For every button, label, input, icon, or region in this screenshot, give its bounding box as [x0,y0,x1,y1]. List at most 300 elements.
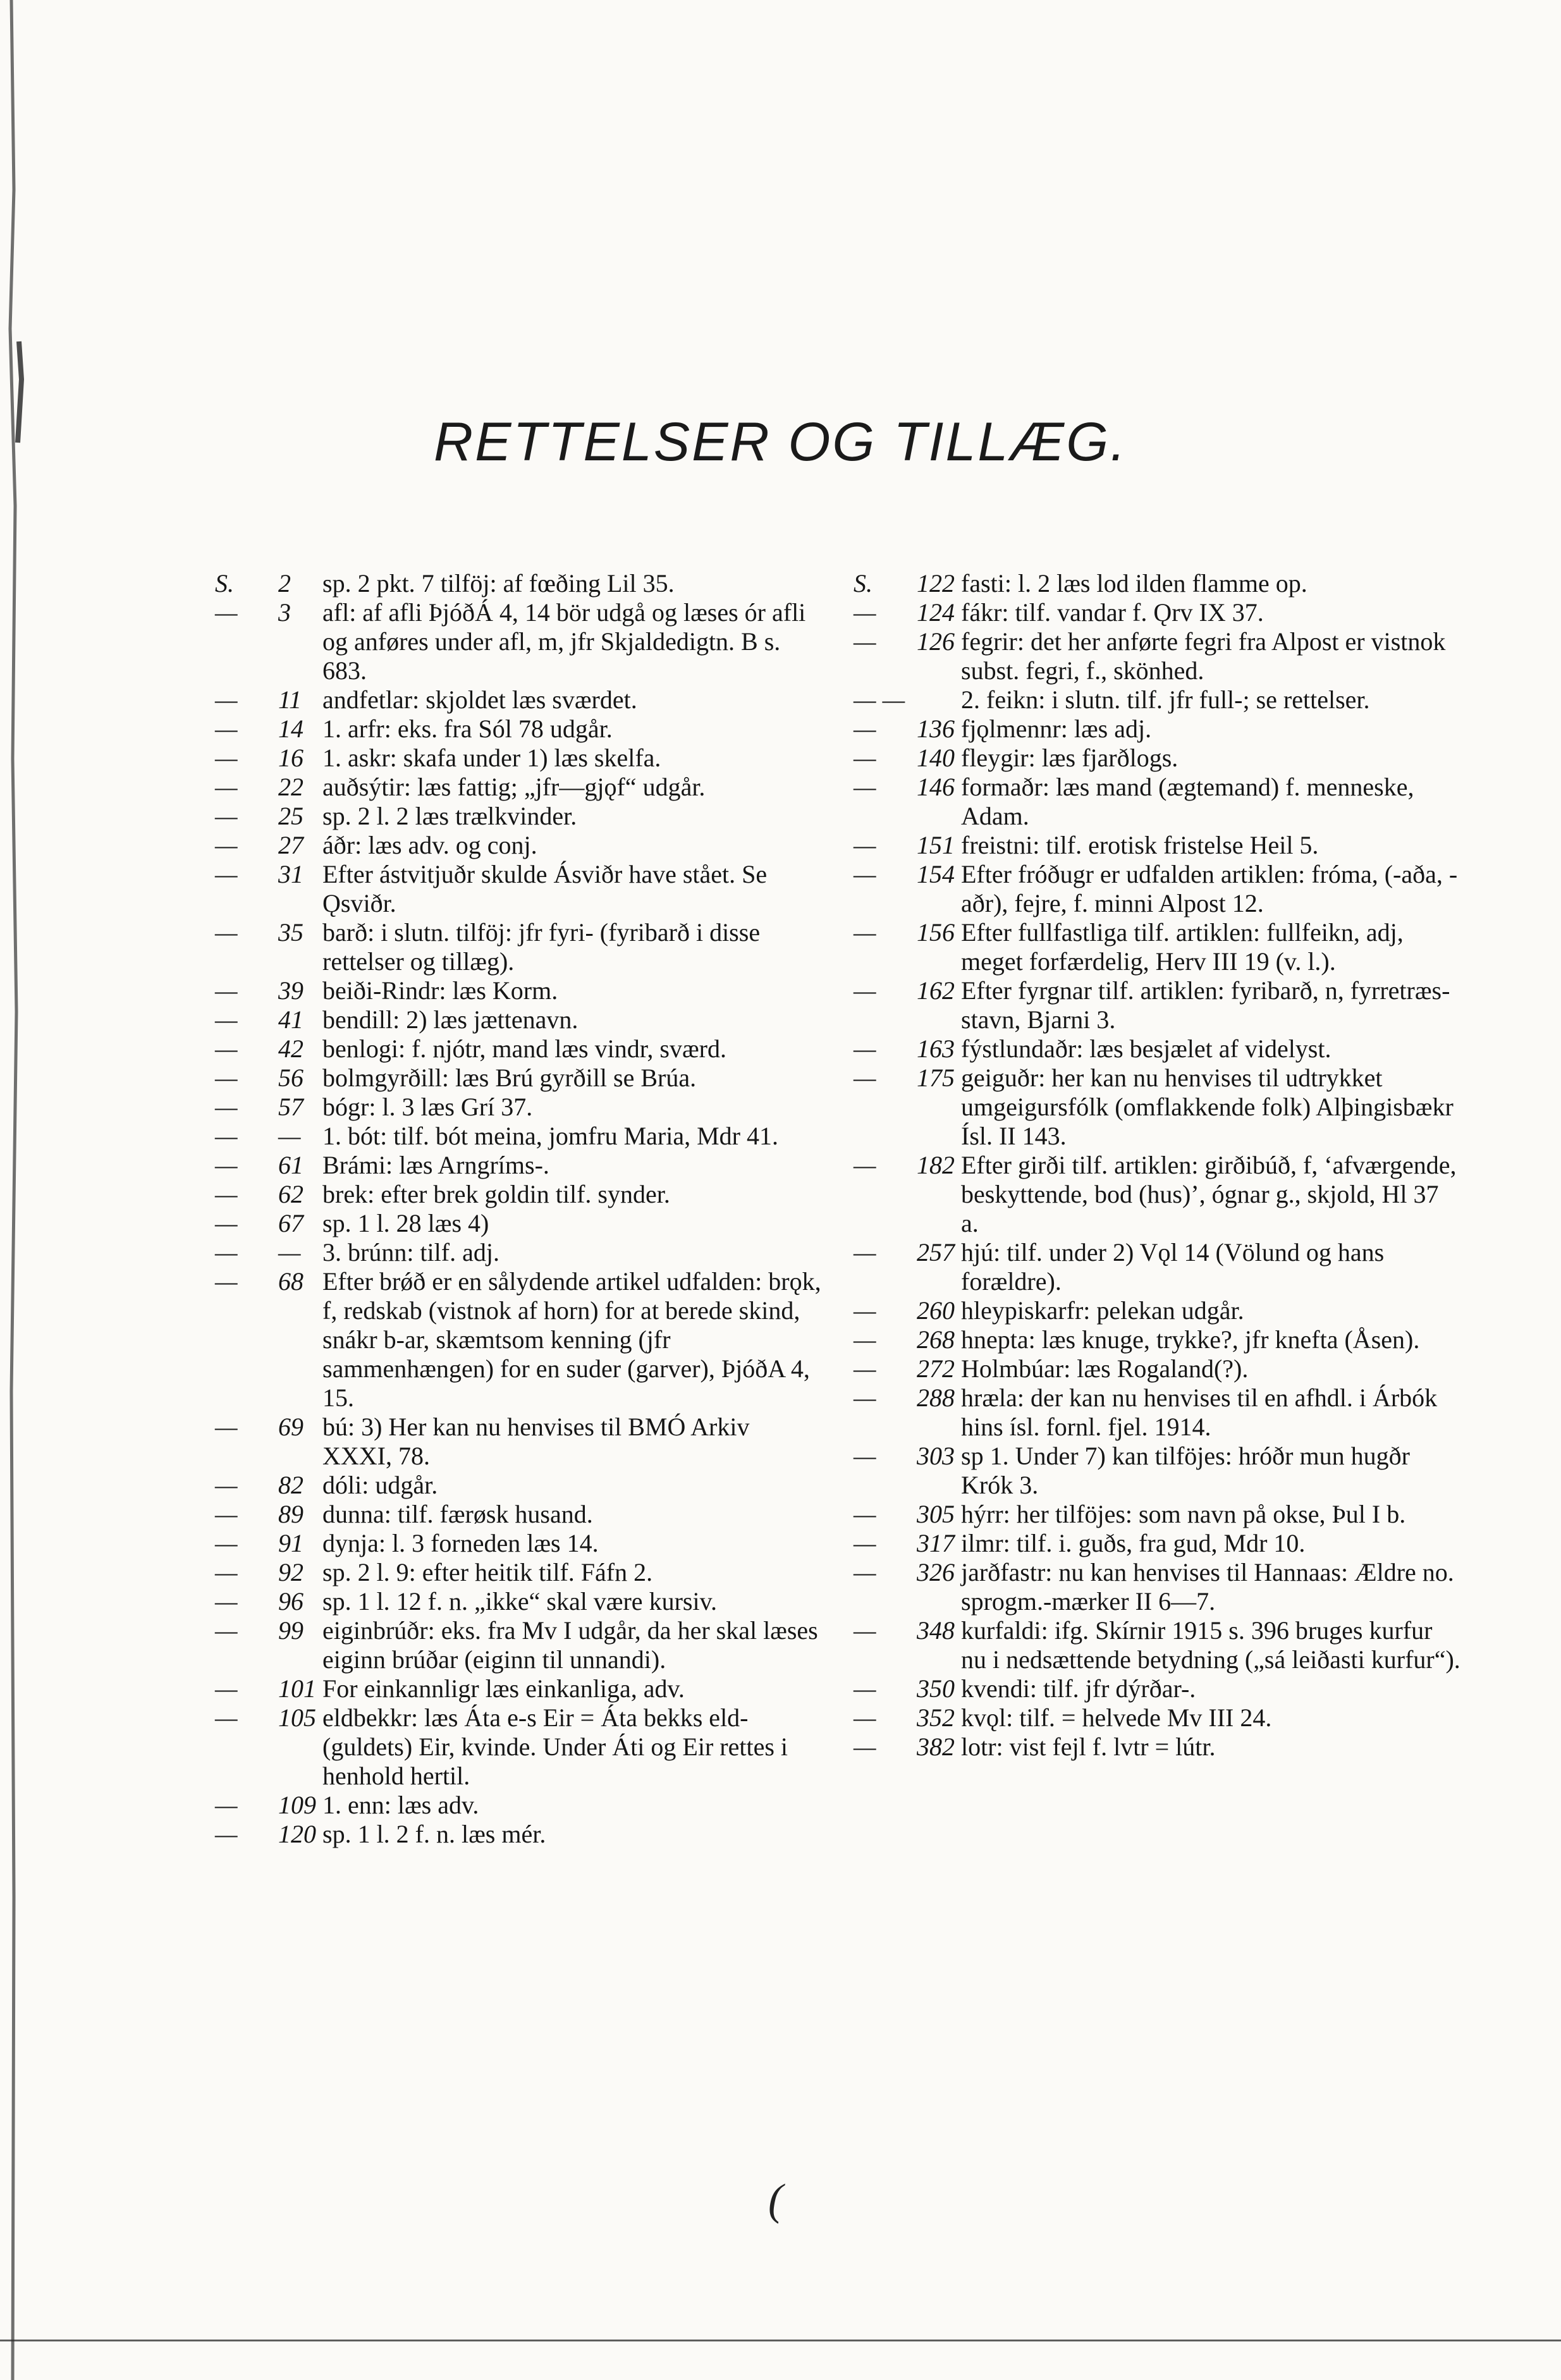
reference-prefix: — [215,1122,238,1150]
reference-number: 105 [278,1703,316,1732]
correction-text: Efter girði tilf. artiklen: girðibúð, f, ‘afværgende, beskyttende, bod (hus)’, ógnar g., skjold, Hl 37 a. [961,1151,1457,1237]
reference-prefix: — [215,1034,238,1063]
entry-row [854,1354,1460,1383]
entry-row [854,1325,1460,1354]
reference-prefix: — [215,1005,238,1034]
correction-text: brek: efter brek goldin tilf. synder. [322,1180,670,1208]
entry-row [215,1005,822,1034]
reference-number: 57 [278,1093,303,1121]
page-reference [215,831,322,860]
entry-row [215,1238,822,1267]
correction-text: dóli: udgår. [322,1471,438,1499]
entry-row [215,860,822,918]
entry-row [854,1238,1460,1296]
page-reference [215,1151,322,1180]
reference-number: 67 [278,1209,303,1237]
reference-prefix: — [215,1529,238,1557]
page-reference [854,685,961,715]
entry-row [215,918,822,976]
page-reference [215,1529,322,1558]
reference-number: 257 [917,1238,955,1267]
reference-number: — [278,1238,301,1267]
correction-text: hræla: der kan nu henvises til en afhdl. i Árbók hins ísl. fornl. fjel. 1914. [961,1383,1438,1441]
entry-row [215,1471,822,1500]
correction-text: sp 1. Under 7) kan tilföjes: hróðr mun hugðr Krók 3. [961,1442,1410,1499]
correction-text: sp. 1 l. 12 f. n. „ikke“ skal være kursiv. [322,1587,717,1616]
correction-text: fjǫlmennr: læs adj. [961,715,1152,743]
reference-number: — [278,1122,301,1150]
correction-text: hnepta: læs knuge, trykke?, jfr knefta (Åsen). [961,1325,1420,1354]
page-reference [215,1093,322,1122]
correction-text: afl: af afli ÞjóðÁ 4, 14 bör udgå og læses ór afli og anføres under afl, m, jfr Skjaldedigtn. B s. 683. [322,598,806,685]
correction-text: dunna: tilf. færøsk husand. [322,1500,593,1528]
correction-text: Efter fullfastliga tilf. artiklen: fullfeikn, adj, meget forfærdelig, Herv III 19 (v. l.). [961,918,1404,976]
page-reference [854,598,961,627]
page-reference [215,1791,322,1820]
reference-prefix: — [854,1151,876,1179]
reference-number: 154 [917,860,955,888]
reference-number: 182 [917,1151,955,1179]
entry-row [215,1413,822,1471]
reference-prefix: — [215,1791,238,1819]
page-reference [215,1005,322,1034]
correction-text: 1. enn: læs adv. [322,1791,479,1819]
entry-row [215,773,822,802]
correction-text: sp. 1 l. 2 f. n. læs mér. [322,1820,546,1848]
correction-text: fleygir: læs fjarðlogs. [961,744,1178,772]
correction-text: áðr: læs adv. og conj. [322,831,537,859]
reference-number: 140 [917,744,955,772]
reference-number: 305 [917,1500,955,1528]
page-reference [215,744,322,773]
page-reference [854,1442,961,1500]
reference-prefix: — [215,1093,238,1121]
page-title: RETTELSER OG TILLÆG. [434,412,1127,472]
page-reference [854,744,961,773]
entry-row [215,1093,822,1122]
entry-row [215,1500,822,1529]
entry-row [854,773,1460,831]
reference-prefix: — [215,1471,238,1499]
entry-row [854,976,1460,1034]
page-reference [215,569,322,598]
correction-text: benlogi: f. njótr, mand læs vindr, sværd. [322,1034,726,1063]
page-reference [854,1151,961,1238]
page-reference [854,1238,961,1296]
reference-prefix: — [854,1500,876,1528]
reference-prefix: — [854,1442,876,1470]
entry-row [854,627,1460,685]
reference-prefix: — [854,1296,876,1325]
correction-text: lotr: vist fejl f. lvtr = lútr. [961,1733,1216,1761]
page-reference [215,1064,322,1093]
correction-text: hleypiskarfr: pelekan udgår. [961,1296,1244,1325]
entry-row [215,976,822,1005]
reference-prefix: — [854,831,876,859]
entry-row [215,1558,822,1587]
entry-row [854,1034,1460,1064]
entry-row [854,1500,1460,1529]
correction-text: For einkannligr læs einkanliga, adv. [322,1674,685,1703]
reference-prefix: — [854,1238,876,1267]
reference-prefix: — [215,1064,238,1092]
reference-number: 82 [278,1471,303,1499]
reference-prefix: — — [854,685,905,714]
reference-prefix: — [215,1558,238,1586]
reference-number: 175 [917,1064,955,1092]
reference-number: 120 [278,1820,316,1848]
correction-text: sp. 2 l. 2 læs trælkvinder. [322,802,577,830]
reference-prefix: — [854,860,876,888]
correction-text: andfetlar: skjoldet læs sværdet. [322,685,637,714]
reference-number: 382 [917,1733,955,1761]
page-reference [854,1733,961,1762]
reference-number: 151 [917,831,955,859]
page-reference [215,598,322,685]
bottom-mark: ( [768,2176,783,2224]
entry-row [215,1122,822,1151]
page-reference [215,1587,322,1616]
reference-prefix: — [215,1674,238,1703]
reference-prefix: — [215,1820,238,1848]
page-reference [215,802,322,831]
reference-number: 96 [278,1587,303,1616]
reference-number: 62 [278,1180,303,1208]
correction-text: hýrr: her tilföjes: som navn på okse, Þul I b. [961,1500,1406,1528]
correction-text: eiginbrúðr: eks. fra Mv I udgår, da her skal læses eiginn brúðar (eiginn til unnandi). [322,1616,818,1674]
reference-number: 56 [278,1064,303,1092]
page-reference [215,1558,322,1587]
reference-prefix: — [854,1064,876,1092]
entry-row [854,744,1460,773]
reference-number: 352 [917,1703,955,1732]
correction-text: 3. brúnn: tilf. adj. [322,1238,499,1267]
correction-text: fýstlundaðr: læs besjælet af videlyst. [961,1034,1331,1063]
page-reference [215,1703,322,1791]
entry-row [854,1529,1460,1558]
entry-row [854,569,1460,598]
correction-text: Efter brǿð er en sålydende artikel udfalden: brǫk, f, redskab (vistnok af horn) for at berede skind, snákr b-ar, skæmtsom kenning (jfr sammenhængen) for en suder (garver), ÞjóðA 4, 15. [322,1267,821,1412]
page-reference [215,685,322,715]
reference-prefix: — [215,744,238,772]
entry-row [854,1733,1460,1762]
entry-row [854,1064,1460,1151]
entry-row [215,1267,822,1413]
reference-number: 41 [278,1005,303,1034]
entry-row [215,1064,822,1093]
reference-prefix: — [215,1209,238,1237]
correction-text: 1. bót: tilf. bót meina, jomfru Maria, Mdr 41. [322,1122,778,1150]
entry-row [854,860,1460,918]
entry-row [854,1383,1460,1442]
reference-prefix: — [215,715,238,743]
reference-prefix: — [854,1674,876,1703]
page-reference [854,1616,961,1674]
entry-row [854,831,1460,860]
correction-text: fákr: tilf. vandar f. Ǫrv IX 37. [961,598,1264,627]
correction-text: eldbekkr: læs Áta e-s Eir = Áta bekks eld- (guldets) Eir, kvinde. Under Áti og Eir rettes i henhold hertil. [322,1703,788,1790]
page-reference [854,860,961,918]
page-reference [854,1500,961,1529]
entry-row [854,1442,1460,1500]
correction-text: hjú: tilf. under 2) Vǫl 14 (Völund og hans forældre). [961,1238,1385,1296]
page-reference [215,1674,322,1703]
entry-row [215,1209,822,1238]
reference-prefix: — [854,1733,876,1761]
entry-row [215,598,822,685]
page-reference [215,1820,322,1849]
reference-prefix: — [854,1383,876,1412]
page-reference [215,976,322,1005]
reference-prefix: — [215,598,238,627]
reference-number: 122 [917,569,955,598]
page-reference [854,715,961,744]
correction-text: jarðfastr: nu kan henvises til Hannaas: Ældre no. sprogm.-mærker II 6—7. [961,1558,1454,1616]
reference-prefix: — [854,1558,876,1586]
reference-prefix: — [854,1616,876,1645]
page-reference [215,773,322,802]
reference-number: 27 [278,831,303,859]
reference-prefix: — [854,1703,876,1732]
reference-number: 124 [917,598,955,627]
reference-number: 317 [917,1529,955,1557]
reference-number: 303 [917,1442,955,1470]
entry-row [215,1820,822,1849]
correction-text: Efter fróðugr er udfalden artiklen: fróma, (-aða, -aðr), fejre, f. minni Alpost 12. [961,860,1458,917]
page-reference [215,1616,322,1674]
correction-text: bendill: 2) læs jættenavn. [322,1005,578,1034]
reference-prefix: — [215,1267,238,1296]
page-reference [854,1325,961,1354]
page-reference [854,627,961,685]
correction-text: formaðr: læs mand (ægtemand) f. menneske, Adam. [961,773,1414,830]
correction-text: beiði-Rindr: læs Korm. [322,976,558,1005]
reference-number: 91 [278,1529,303,1557]
page-reference [854,1034,961,1064]
entry-row [215,1587,822,1616]
reference-number: 11 [278,685,302,714]
page-reference [215,1122,322,1151]
page-reference [854,773,961,831]
page-reference [854,918,961,976]
entry-row [215,715,822,744]
entry-row [854,1151,1460,1238]
entry-row [854,1296,1460,1325]
reference-number: 42 [278,1034,303,1063]
page-reference [854,1558,961,1616]
reference-number: 22 [278,773,303,801]
reference-number: 89 [278,1500,303,1528]
correction-text: auðsýtir: læs fattig; „jfr—gjǫf“ udgår. [322,773,706,801]
reference-number: 126 [917,627,955,656]
page-reference [854,976,961,1034]
reference-number: 156 [917,918,955,947]
page-reference [854,1296,961,1325]
page-reference [854,1064,961,1151]
reference-prefix: — [215,773,238,801]
entry-row [854,918,1460,976]
reference-number: 109 [278,1791,316,1819]
reference-prefix: — [215,976,238,1005]
reference-number: 14 [278,715,303,743]
reference-number: 16 [278,744,303,772]
reference-prefix: — [215,1616,238,1645]
correction-text: bú: 3) Her kan nu henvises til BMÓ Arkiv XXXI, 78. [322,1413,750,1470]
entry-row [215,802,822,831]
reference-number: 2 [278,569,291,598]
reference-prefix: — [854,1529,876,1557]
entry-row [854,1703,1460,1733]
entry-row [854,1674,1460,1703]
entry-row [215,831,822,860]
page-reference [215,1180,322,1209]
reference-number: 348 [917,1616,955,1645]
entry-row [215,569,822,598]
page-reference [215,860,322,918]
reference-prefix: — [215,685,238,714]
correction-text: Brámi: læs Arngríms-. [322,1151,549,1179]
reference-prefix: — [215,1180,238,1208]
reference-prefix: — [854,976,876,1005]
reference-number: 146 [917,773,955,801]
reference-number: 260 [917,1296,955,1325]
correction-text: barð: i slutn. tilföj: jfr fyri- (fyribarð i disse rettelser og tillæg). [322,918,761,976]
page-reference [215,1267,322,1413]
reference-number: 68 [278,1267,303,1296]
reference-prefix: — [854,1034,876,1063]
correction-text: sp. 2 l. 9: efter heitik tilf. Fáfn 2. [322,1558,653,1586]
right-column [854,569,1460,1762]
entry-row [854,715,1460,744]
reference-number: 326 [917,1558,955,1586]
reference-prefix: — [854,918,876,947]
entry-row [854,598,1460,627]
correction-text: Efter ástvitjuðr skulde Ásviðr have stået. Se Ǫsviðr. [322,860,768,917]
correction-text: fasti: l. 2 læs lod ilden flamme op. [961,569,1307,598]
correction-text: dynja: l. 3 forneden læs 14. [322,1529,599,1557]
reference-number: 99 [278,1616,303,1645]
reference-prefix: — [215,831,238,859]
page-reference [215,1238,322,1267]
correction-text: ilmr: tilf. i. guðs, fra gud, Mdr 10. [961,1529,1306,1557]
page-reference [854,1354,961,1383]
reference-number: 92 [278,1558,303,1586]
entry-row [215,1616,822,1674]
reference-number: 163 [917,1034,955,1063]
entry-row [215,744,822,773]
reference-prefix: — [215,1703,238,1732]
reference-prefix: — [854,627,876,656]
entry-row [215,1180,822,1209]
reference-number: 39 [278,976,303,1005]
page-reference [215,1209,322,1238]
entry-row [215,1151,822,1180]
correction-text: kvendi: tilf. jfr dýrðar-. [961,1674,1196,1703]
correction-text: bógr: l. 3 læs Grí 37. [322,1093,533,1121]
entry-row [854,1558,1460,1616]
correction-text: 1. arfr: eks. fra Sól 78 udgår. [322,715,613,743]
reference-number: 101 [278,1674,316,1703]
reference-number: 69 [278,1413,303,1441]
reference-prefix: S. [854,569,872,598]
reference-number: 3 [278,598,291,627]
reference-prefix: — [854,598,876,627]
entry-row [854,1616,1460,1674]
correction-text: kvǫl: tilf. = helvede Mv III 24. [961,1703,1272,1732]
reference-prefix: — [854,773,876,801]
reference-prefix: — [215,860,238,888]
entry-row [215,1703,822,1791]
bottom-divider [0,2340,1561,2341]
correction-text: 2. feikn: i slutn. tilf. jfr full-; se rettelser. [961,685,1370,714]
scan-edge-mark [0,0,30,2380]
reference-prefix: — [854,744,876,772]
left-column [215,569,822,1849]
page-reference [215,1034,322,1064]
page-reference [854,569,961,598]
reference-number: 268 [917,1325,955,1354]
reference-number: 31 [278,860,303,888]
correction-text: freistni: tilf. erotisk fristelse Heil 5. [961,831,1319,859]
page-reference [854,1703,961,1733]
reference-prefix: — [215,1500,238,1528]
reference-number: 272 [917,1354,955,1383]
correction-text: bolmgyrðill: læs Brú gyrðill se Brúa. [322,1064,697,1092]
page-reference [854,1529,961,1558]
reference-number: 350 [917,1674,955,1703]
page-reference [215,1471,322,1500]
reference-prefix: — [854,1325,876,1354]
entry-row [854,685,1460,715]
correction-text: fegrir: det her anførte fegri fra Alpost er vistnok subst. fegri, f., skönhed. [961,627,1446,685]
entry-row [215,685,822,715]
correction-text: sp. 2 pkt. 7 tilföj: af fœðing Lil 35. [322,569,675,598]
entry-row [215,1529,822,1558]
reference-prefix: — [215,1413,238,1441]
reference-prefix: — [215,802,238,830]
correction-text: Efter fyrgnar tilf. artiklen: fyribarð, n, fyrretræs-stavn, Bjarni 3. [961,976,1450,1034]
reference-number: 288 [917,1383,955,1412]
correction-text: geiguðr: her kan nu henvises til udtrykket umgeigursfólk (omflakkende folk) Alþingisbækr Ísl. II 143. [961,1064,1454,1150]
reference-prefix: — [854,1354,876,1383]
reference-prefix: — [215,1238,238,1267]
reference-number: 35 [278,918,303,947]
correction-text: Holmbúar: læs Rogaland(?). [961,1354,1249,1383]
reference-prefix: — [215,1151,238,1179]
reference-prefix: — [215,1587,238,1616]
correction-text: kurfaldi: ifg. Skírnir 1915 s. 396 bruges kurfur nu i nedsættende betydning („sá leiðasti kurfur“). [961,1616,1460,1674]
reference-prefix: — [854,715,876,743]
correction-text: 1. askr: skafa under 1) læs skelfa. [322,744,661,772]
entry-row [215,1034,822,1064]
page-reference [215,1413,322,1471]
entry-row [215,1791,822,1820]
reference-number: 136 [917,715,955,743]
page-reference [854,831,961,860]
page-reference [215,715,322,744]
entry-row [215,1674,822,1703]
page-reference [854,1674,961,1703]
reference-prefix: — [215,918,238,947]
page-reference [854,1383,961,1442]
reference-prefix: S. [215,569,234,598]
page-reference [215,918,322,976]
reference-number: 61 [278,1151,303,1179]
page-reference [215,1500,322,1529]
correction-text: sp. 1 l. 28 læs 4) [322,1209,489,1237]
reference-number: 162 [917,976,955,1005]
reference-number: 25 [278,802,303,830]
